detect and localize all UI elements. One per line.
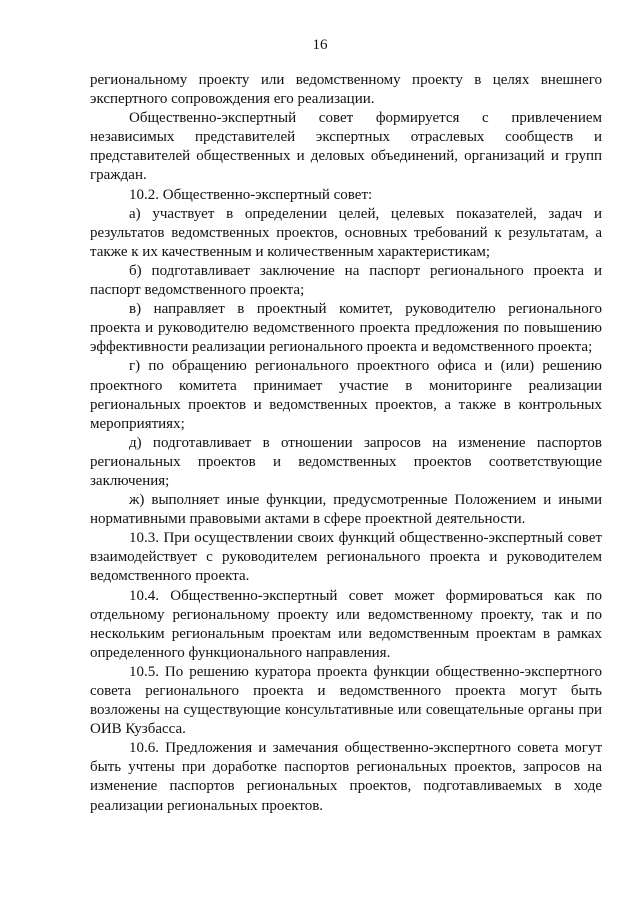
paragraph-10-5: 10.5. По решению куратора проекта функции общественно-экспертного совета регионального проекта и ведомственного проекта могут быть возложены на существующие консультативные или совещательные органы при ОИВ Кузбасса. (90, 663, 602, 738)
paragraph-10-4: 10.4. Общественно-экспертный совет может формироваться как по отдельному региональному проекту или ведомственному проекту, так и по нескольким региональным проектам или ведомственным проектам в рамках определенного функционального направления. (90, 587, 602, 661)
paragraph-item-a: а) участвует в определении целей, целевых показателей, задач и результатов ведомственных проектов, основных требований к результатам, а также к их качественным и количественным характеристикам; (90, 205, 602, 260)
page-number: 16 (312, 37, 328, 53)
paragraph-continuation: региональному проекту или ведомственному проекту в целях внешнего экспертного сопровождения его реализации. (90, 72, 602, 108)
document-body (90, 71, 602, 816)
paragraph-item-b: б) подготавливает заключение на паспорт регионального проекта и паспорт ведомственного проекта; (90, 262, 602, 299)
paragraph-10-3: 10.3. При осуществлении своих функций общественно-экспертный совет взаимодействует с руководителем регионального проекта и руководителем ведомственного проекта. (90, 530, 602, 585)
paragraph-item-zh: ж) выполняет иные функции, предусмотренные Положением и иными нормативными правовыми актами в сфере проектной деятельности. (90, 492, 602, 528)
paragraph-item-v: в) направляет в проектный комитет, руководителю регионального проекта и руководителю ведомственного проекта предложения по повышению эффективности реализации регионального проекта и ведомственного проекта; (90, 301, 602, 356)
paragraph-item-d: д) подготавливает в отношении запросов на изменение паспортов региональных проектов и ведомственных проектов соответствующие заключения; (90, 434, 602, 489)
paragraph-council-formation: Общественно-экспертный совет формируется с привлечением независимых представителей экспертных отраслевых сообществ и представителей общественных и деловых объединений, организаций и групп граждан. (90, 110, 602, 184)
paragraph-10-2-heading: 10.2. Общественно-экспертный совет: (129, 186, 373, 203)
paragraph-10-6: 10.6. Предложения и замечания общественно-экспертного совета могут быть учтены при доработке паспортов региональных проектов, запросов на изменение паспортов региональных проектов, подготавливаемых в ходе реализации региональных проектов. (90, 740, 602, 814)
paragraph-item-g: г) по обращению регионального проектного офиса и (или) решению проектного комитета принимает участие в мониторинге реализации региональных проектов и ведомственных проектов, а также в контрольных мероприятиях; (90, 358, 602, 432)
